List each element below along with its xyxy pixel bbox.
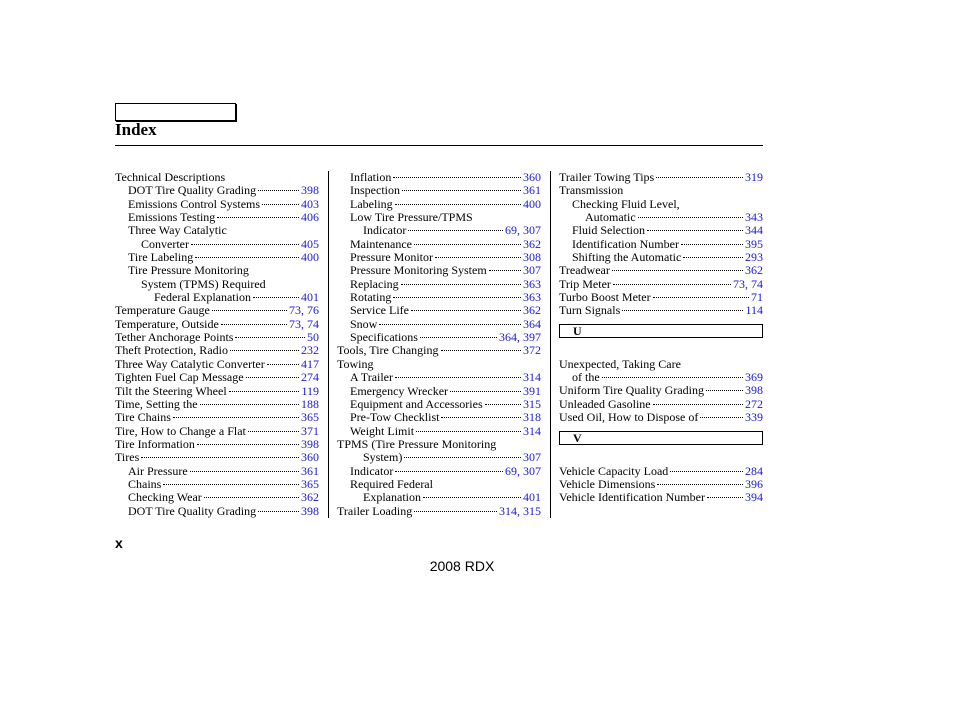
index-entry[interactable]	[115, 318, 319, 331]
index-entry[interactable]	[559, 411, 763, 424]
column-divider	[328, 171, 329, 518]
dot-leader	[612, 270, 743, 271]
index-entry[interactable]	[337, 331, 541, 344]
dot-leader	[190, 471, 299, 472]
index-column-3	[559, 171, 763, 505]
index-entry	[337, 358, 541, 371]
entry-label: Checking Wear	[128, 490, 202, 505]
entry-label: Specifications	[350, 330, 418, 345]
dot-leader	[656, 177, 743, 178]
index-entry[interactable]	[559, 291, 763, 304]
entry-label: Trailer Towing Tips	[559, 170, 655, 184]
index-entry[interactable]	[115, 304, 319, 317]
entry-label: Tire Pressure Monitoring	[128, 263, 249, 278]
index-entry[interactable]	[115, 238, 319, 251]
dot-leader	[414, 244, 521, 245]
entry-label: Time, Setting the	[115, 396, 198, 411]
page-link[interactable]: 401	[523, 490, 541, 505]
dot-leader	[681, 244, 743, 245]
dot-leader	[262, 204, 299, 205]
dot-leader	[197, 444, 299, 445]
dot-leader	[441, 350, 521, 351]
section-header-v: V	[559, 431, 763, 445]
index-entry[interactable]	[337, 184, 541, 197]
page-link[interactable]: 362	[745, 263, 763, 278]
index-entry[interactable]	[559, 264, 763, 277]
entry-label: Trailer Loading	[337, 503, 413, 518]
entry-label: Identification Number	[572, 236, 679, 251]
page-link[interactable]: 318	[523, 410, 541, 425]
entry-label: Unleaded Gasoline	[559, 396, 651, 411]
page-link[interactable]: 188	[301, 396, 319, 411]
index-entry[interactable]	[337, 505, 541, 518]
index-entry[interactable]	[337, 264, 541, 277]
index-entry[interactable]	[337, 278, 541, 291]
entry-label: System (TPMS) Required	[141, 276, 266, 291]
dot-leader	[416, 431, 521, 432]
index-entry[interactable]	[115, 371, 319, 384]
page-link[interactable]: 417	[301, 356, 319, 371]
page-link[interactable]: 71	[751, 290, 763, 305]
dot-leader	[613, 284, 731, 285]
dot-leader	[602, 377, 743, 378]
entry-label: Technical Descriptions	[115, 170, 226, 184]
page-link[interactable]: 400	[523, 196, 541, 211]
index-entry[interactable]	[337, 198, 541, 211]
dot-leader	[700, 417, 743, 418]
index-entry[interactable]	[337, 385, 541, 398]
dot-leader	[204, 497, 299, 498]
dot-leader	[414, 511, 497, 512]
page-link[interactable]: 391	[523, 383, 541, 398]
entry-label: Fluid Selection	[572, 223, 645, 238]
index-entry[interactable]	[115, 505, 319, 518]
page-link[interactable]: 398	[745, 383, 763, 398]
index-entry[interactable]	[559, 251, 763, 264]
page-title: Index	[115, 120, 157, 139]
index-entry[interactable]	[559, 278, 763, 291]
entry-label: Required Federal	[350, 476, 433, 491]
dot-leader	[258, 190, 299, 191]
dot-leader	[670, 471, 743, 472]
page-link[interactable]: 395	[745, 236, 763, 251]
index-entry[interactable]	[115, 491, 319, 504]
index-entry[interactable]	[337, 491, 541, 504]
page-link[interactable]: 365	[301, 410, 319, 425]
page-link[interactable]: 119	[301, 383, 319, 398]
entry-label: Tires	[115, 450, 140, 465]
index-entry[interactable]	[115, 358, 319, 371]
page-link[interactable]: 362	[523, 303, 541, 318]
entry-label: Tether Anchorage Points	[115, 330, 234, 345]
entry-label: TPMS (Tire Pressure Monitoring	[337, 436, 497, 451]
index-entry[interactable]	[559, 398, 763, 411]
entry-label: Inspection	[350, 183, 400, 198]
entry-label: Emergency Wrecker	[350, 383, 449, 398]
entry-label: Pressure Monitoring System	[350, 263, 487, 278]
index-entry	[115, 224, 319, 237]
page-link[interactable]: 319	[745, 170, 763, 184]
page-link[interactable]: 274	[301, 370, 319, 385]
entry-label: Rotating	[350, 290, 392, 305]
index-entry	[115, 171, 319, 184]
page-link[interactable]: 284	[745, 463, 763, 478]
dot-leader	[707, 497, 743, 498]
entry-label: Indicator	[363, 223, 407, 238]
dot-leader	[653, 297, 749, 298]
page-link[interactable]: 272	[745, 396, 763, 411]
index-entry[interactable]	[559, 304, 763, 317]
entry-label: Equipment and Accessories	[350, 396, 483, 411]
title-rule	[115, 145, 763, 146]
index-entry[interactable]	[337, 304, 541, 317]
entry-label: Emissions Control Systems	[128, 196, 261, 211]
index-entry[interactable]	[115, 451, 319, 464]
entry-label: Automatic	[585, 210, 636, 225]
dot-leader	[408, 230, 503, 231]
dot-leader	[163, 484, 299, 485]
page-link[interactable]: 307	[523, 263, 541, 278]
page-link[interactable]: 114	[745, 303, 763, 318]
page-link[interactable]: 73, 76	[289, 303, 319, 318]
dot-leader	[622, 310, 743, 311]
page-link[interactable]: 343	[745, 210, 763, 225]
dot-leader	[404, 457, 521, 458]
page-link[interactable]: 362	[523, 236, 541, 251]
page-link[interactable]: 365	[301, 476, 319, 491]
entry-label: Labeling	[350, 196, 393, 211]
dot-leader	[253, 297, 299, 298]
page-link[interactable]: 293	[745, 250, 763, 265]
index-entry	[559, 198, 763, 211]
entry-label: Tire Information	[115, 436, 195, 451]
page-link[interactable]: 405	[301, 236, 319, 251]
footer-model-name: 2008 RDX	[429, 558, 495, 574]
index-entry[interactable]	[337, 224, 541, 237]
dot-leader	[683, 257, 743, 258]
entry-label: DOT Tire Quality Grading	[128, 183, 257, 198]
entry-label: Federal Explanation	[154, 290, 251, 305]
index-entry[interactable]	[559, 478, 763, 491]
page-link[interactable]: 394	[745, 490, 763, 505]
entry-label: A Trailer	[350, 370, 394, 385]
dot-leader	[235, 337, 305, 338]
dot-leader	[191, 244, 299, 245]
entry-label: Turn Signals	[559, 303, 621, 318]
entry-label: Air Pressure	[128, 463, 188, 478]
index-entry	[559, 358, 763, 371]
entry-label: Service Life	[350, 303, 409, 318]
index-entry	[559, 184, 763, 197]
index-entry[interactable]	[337, 451, 541, 464]
index-entry[interactable]	[337, 425, 541, 438]
entry-label: Treadwear	[559, 263, 610, 278]
page-link[interactable]: 308	[523, 250, 541, 265]
dot-leader	[706, 390, 743, 391]
index-entry[interactable]	[559, 465, 763, 478]
entry-label: Turbo Boost Meter	[559, 290, 651, 305]
entry-label: System)	[363, 450, 403, 465]
index-entry[interactable]	[559, 371, 763, 384]
entry-label: of the	[572, 370, 600, 385]
page-link[interactable]: 314, 315	[499, 503, 541, 518]
entry-label: Uniform Tire Quality Grading	[559, 383, 704, 398]
page-link[interactable]: 398	[301, 436, 319, 451]
section-header-u: U	[559, 324, 763, 338]
entry-label: Replacing	[350, 276, 399, 291]
dot-leader	[246, 377, 299, 378]
entry-label: Unexpected, Taking Care	[559, 356, 681, 371]
index-entry[interactable]	[115, 478, 319, 491]
dot-leader	[395, 471, 503, 472]
entry-label: Trip Meter	[559, 276, 611, 291]
dot-leader	[485, 404, 521, 405]
entry-label: Towing	[337, 356, 374, 371]
entry-label: Tilt the Steering Wheel	[115, 383, 227, 398]
page-link[interactable]: 364, 397	[499, 330, 541, 345]
index-entry[interactable]	[115, 344, 319, 357]
page-number: x	[115, 535, 123, 551]
index-entry[interactable]	[115, 291, 319, 304]
index-entry[interactable]	[559, 384, 763, 397]
index-entry[interactable]	[115, 438, 319, 451]
dot-leader	[379, 324, 521, 325]
entry-label: Vehicle Dimensions	[559, 476, 656, 491]
index-entry[interactable]	[337, 465, 541, 478]
page-link[interactable]: 344	[745, 223, 763, 238]
page-link[interactable]: 400	[301, 250, 319, 265]
index-entry	[337, 211, 541, 224]
dot-leader	[402, 190, 521, 191]
entry-label: Inflation	[350, 170, 392, 184]
page-link[interactable]: 372	[523, 343, 541, 358]
page-link[interactable]: 69, 307	[505, 463, 541, 478]
index-entry	[115, 264, 319, 277]
page-link[interactable]: 401	[301, 290, 319, 305]
page-link[interactable]: 69, 307	[505, 223, 541, 238]
entry-label: Maintenance	[350, 236, 412, 251]
entry-label: Tire, How to Change a Flat	[115, 423, 246, 438]
index-entry	[337, 478, 541, 491]
dot-leader	[401, 284, 521, 285]
dot-leader	[441, 417, 521, 418]
page-link[interactable]: 50	[307, 330, 319, 345]
page-link[interactable]: 232	[301, 343, 319, 358]
page-link[interactable]: 73, 74	[289, 316, 319, 331]
page-link[interactable]: 73, 74	[733, 276, 763, 291]
dot-leader	[141, 457, 299, 458]
index-entry	[115, 278, 319, 291]
entry-label: Pre-Tow Checklist	[350, 410, 440, 425]
index-entry	[337, 438, 541, 451]
page-link[interactable]: 371	[301, 423, 319, 438]
index-entry[interactable]	[115, 465, 319, 478]
entry-label: Three Way Catalytic	[128, 223, 227, 238]
entry-label: Theft Protection, Radio	[115, 343, 228, 358]
page-link[interactable]: 398	[301, 503, 319, 518]
entry-label: Vehicle Identification Number	[559, 490, 705, 505]
page-link[interactable]: 307	[523, 450, 541, 465]
page-link[interactable]: 363	[523, 290, 541, 305]
page-link[interactable]: 363	[523, 276, 541, 291]
dot-leader	[229, 391, 300, 392]
dot-leader	[395, 377, 521, 378]
index-entry[interactable]	[559, 211, 763, 224]
entry-label: Tighten Fuel Cap Message	[115, 370, 244, 385]
page-link[interactable]: 361	[523, 183, 541, 198]
entry-label: Weight Limit	[350, 423, 415, 438]
page-link[interactable]: 362	[301, 490, 319, 505]
navigation-box[interactable]	[115, 103, 236, 121]
index-entry[interactable]	[115, 184, 319, 197]
index-entry[interactable]	[337, 344, 541, 357]
page-link[interactable]: 406	[301, 210, 319, 225]
page-link[interactable]: 398	[301, 183, 319, 198]
index-entry[interactable]	[337, 318, 541, 331]
dot-leader	[173, 417, 299, 418]
page-link[interactable]: 396	[745, 476, 763, 491]
entry-label: Tire Labeling	[128, 250, 194, 265]
dot-leader	[638, 217, 743, 218]
dot-leader	[248, 431, 299, 432]
index-entry[interactable]	[559, 171, 763, 184]
index-entry[interactable]	[337, 171, 541, 184]
index-column-1	[115, 171, 319, 518]
index-entry[interactable]	[115, 411, 319, 424]
index-entry[interactable]	[115, 398, 319, 411]
column-divider	[550, 171, 551, 518]
dot-leader	[230, 350, 299, 351]
dot-leader	[267, 364, 299, 365]
dot-leader	[221, 324, 287, 325]
entry-label: Tire Chains	[115, 410, 171, 425]
dot-leader	[393, 297, 521, 298]
dot-leader	[435, 257, 521, 258]
index-entry[interactable]	[115, 211, 319, 224]
entry-label: Three Way Catalytic Converter	[115, 356, 265, 371]
entry-label: DOT Tire Quality Grading	[128, 503, 257, 518]
dot-leader	[195, 257, 299, 258]
entry-label: Chains	[128, 476, 162, 491]
index-entry[interactable]	[115, 198, 319, 211]
dot-leader	[393, 177, 521, 178]
dot-leader	[212, 310, 287, 311]
dot-leader	[200, 404, 299, 405]
dot-leader	[653, 404, 743, 405]
index-entry[interactable]	[115, 385, 319, 398]
dot-leader	[258, 511, 299, 512]
entry-label: Tools, Tire Changing	[337, 343, 439, 358]
dot-leader	[657, 484, 743, 485]
index-entry[interactable]	[337, 398, 541, 411]
page-link[interactable]: 369	[745, 370, 763, 385]
page-link[interactable]: 314	[523, 370, 541, 385]
entry-label: Shifting the Automatic	[572, 250, 682, 265]
entry-label: Checking Fluid Level,	[572, 196, 680, 211]
index-entry[interactable]	[559, 224, 763, 237]
index-entry[interactable]	[337, 371, 541, 384]
index-entry[interactable]	[337, 251, 541, 264]
page-link[interactable]: 361	[301, 463, 319, 478]
entry-label: Converter	[141, 236, 189, 251]
dot-leader	[395, 204, 521, 205]
page-link[interactable]: 314	[523, 423, 541, 438]
index-entry[interactable]	[115, 251, 319, 264]
page-link[interactable]: 364	[523, 316, 541, 331]
entry-label: Transmission	[559, 183, 624, 198]
entry-label: Temperature, Outside	[115, 316, 219, 331]
page-link[interactable]: 339	[745, 410, 763, 425]
dot-leader	[420, 337, 497, 338]
entry-label: Pressure Monitor	[350, 250, 433, 265]
index-entry[interactable]	[115, 425, 319, 438]
index-entry[interactable]	[115, 331, 319, 344]
index-entry[interactable]	[337, 291, 541, 304]
entry-label: Low Tire Pressure/TPMS	[350, 210, 473, 225]
entry-label: Explanation	[363, 490, 421, 505]
index-entry[interactable]	[559, 238, 763, 251]
dot-leader	[411, 310, 521, 311]
entry-label: Used Oil, How to Dispose of	[559, 410, 699, 425]
index-column-2	[337, 171, 541, 518]
dot-leader	[647, 230, 743, 231]
page-link[interactable]: 360	[301, 450, 319, 465]
page-link[interactable]: 403	[301, 196, 319, 211]
page-link[interactable]: 360	[523, 170, 541, 184]
page-link[interactable]: 315	[523, 396, 541, 411]
entry-label: Emissions Testing	[128, 210, 216, 225]
entry-label: Vehicle Capacity Load	[559, 463, 669, 478]
index-entry[interactable]	[337, 411, 541, 424]
dot-leader	[450, 391, 521, 392]
entry-label: Temperature Gauge	[115, 303, 210, 318]
index-entry[interactable]	[337, 238, 541, 251]
dot-leader	[423, 497, 521, 498]
entry-label: Snow	[350, 316, 378, 331]
dot-leader	[217, 217, 299, 218]
dot-leader	[489, 270, 521, 271]
index-entry[interactable]	[559, 491, 763, 504]
entry-label: Indicator	[350, 463, 394, 478]
